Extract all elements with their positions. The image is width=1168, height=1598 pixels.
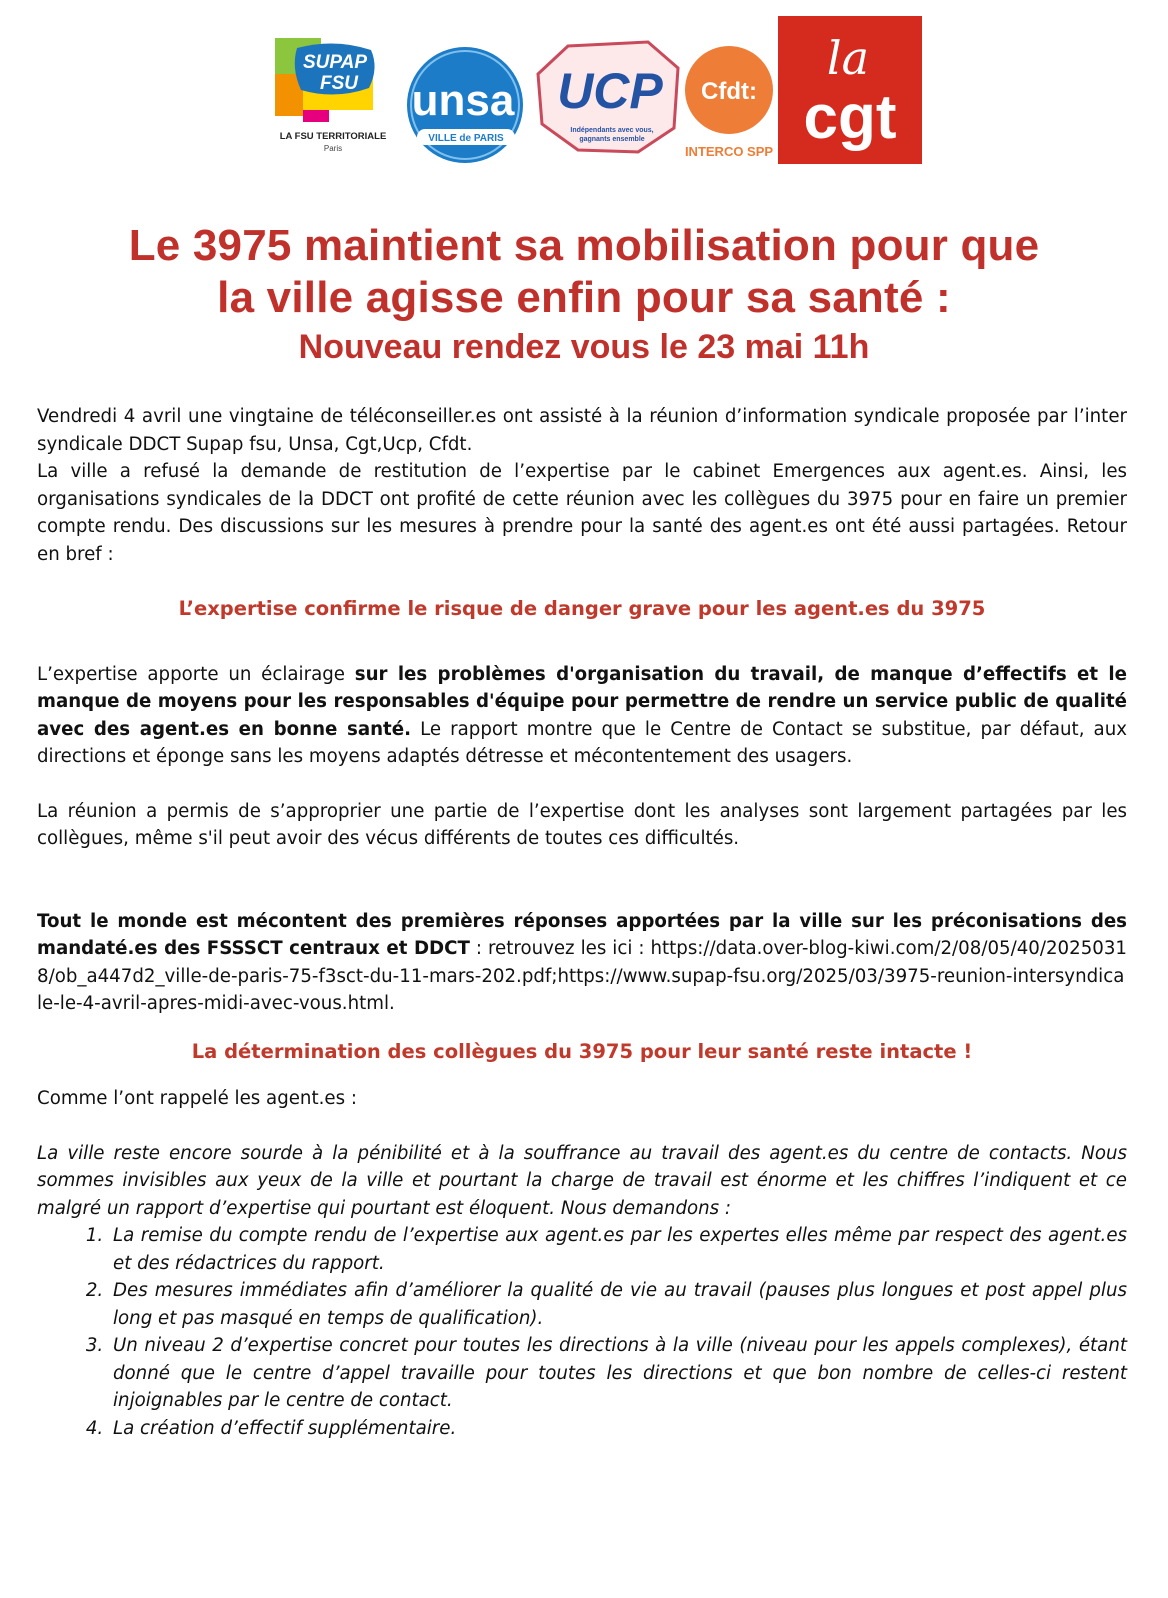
page-title [40, 220, 1128, 368]
ucp-logo [528, 38, 686, 158]
unsa-caption: VILLE de PARIS [428, 133, 504, 144]
spacer [37, 568, 1127, 595]
title-line-2: la ville agisse enfin pour sa santé : [217, 273, 951, 322]
supap-line1: SUPAP [302, 52, 368, 73]
intro-paragraph-2: La ville a refusé la demande de restitution de l’expertise par le cabinet Emergences aux agent.es. Ainsi, les organisations syndicales de la DDCT ont profité de cette réunion avec les collègues du 3975 pour en faire un premier compte rendu. Des discussions sur les mesures à prendre pour la santé des agent.es ont été aussi partagées. Retour en bref : [37, 461, 1127, 565]
spacer [37, 853, 1127, 908]
link-over-blog[interactable]: https://data.over-blog-kiwi.com/2/08/05/40/20250318/ob_a447d2_ville-de-paris-75-f3sct-du-11-mars-202.pdf; [37, 938, 1127, 987]
demand-item: 4. La création d’effectif supplémentaire. [109, 1415, 1127, 1443]
link-supap-fsu[interactable]: https://www.supap-fsu.org/2025/03/3975-reunion-intersyndicale-le-4-avril-apres-midi-avec-vous.html. [37, 965, 1125, 1014]
s1p1-start: L’expertise apporte un éclairage [37, 663, 355, 685]
s1p3-bold: Tout le monde est mécontent des premières réponses apportées par la ville sur les préconisations des mandaté.es des FSSSCT centraux et DDCT [37, 910, 1127, 959]
cfdt-caption: INTERCO SPP [684, 144, 774, 159]
spacer [37, 771, 1127, 798]
title-line-3: Nouveau rendez vous le 23 mai 11h [298, 328, 870, 366]
section-1-paragraph-1 [37, 661, 1127, 771]
section-2-heading: La détermination des collègues du 3975 pour leur santé reste intacte ! [191, 1039, 973, 1063]
section-2-quote: La ville reste encore sourde à la pénibilité et à la souffrance au travail des agent.es du centre de contacts. Nous sommes invisibles aux yeux de la ville et pourtant la charge de travail est énorme et les chiffres l’indiquent et ce malgré un rapport d’expertise qui pourtant est éloquent. Nous demandons : [37, 1142, 1127, 1219]
cfdt-logo [679, 46, 779, 164]
supap-line2: FSU [320, 73, 358, 94]
supap-fsu-logo [275, 38, 397, 162]
section-1-heading: L’expertise confirme le risque de danger grave pour les agent.es du 3975 [178, 597, 986, 620]
section-2-paragraph-1: Comme l’ont rappelé les agent.es : [37, 1088, 357, 1109]
cgt-logo [778, 16, 922, 164]
demand-item: 2. Des mesures immédiates afin d’améliorer la qualité de vie au travail (pauses plus longues et post appel plus long et pas masqué en temps de qualification). [109, 1277, 1127, 1332]
ucp-tagline-2: gagnants ensemble [579, 136, 645, 143]
union-logos-strip [0, 0, 1168, 180]
supap-caption: LA FSU TERRITORIALE [279, 131, 387, 142]
cfdt-text: Cfdt: [701, 78, 757, 105]
unsa-text: unsa [411, 76, 515, 125]
section-1-paragraph-3 [37, 908, 1127, 1018]
supap-subcaption: Paris [323, 144, 343, 153]
spacer [37, 1018, 1127, 1038]
title-line-1: Le 3975 maintient sa mobilisation pour que [128, 221, 1040, 270]
demands-list [37, 1222, 1127, 1442]
s1p1-bold: sur les problèmes d'organisation du travail, de manque d’effectifs et le manque de moyens pour les responsables d'équipe pour permettre de rendre un service public de qualité avec des agent.es en bonne santé. [37, 663, 1127, 740]
spacer [37, 1113, 1127, 1140]
s1p3-text: : retrouvez les ici : [469, 938, 651, 959]
unsa-logo [405, 45, 545, 165]
ucp-text: UCP [557, 63, 663, 119]
document-body [37, 403, 1127, 1442]
demand-item: 3. Un niveau 2 d’expertise concret pour toutes les directions à la ville (niveau pour les appels complexes), étant donné que le centre d’appel travaille pour toutes les directions et que bon nombre de celles-ci restent injoignables par le centre de contact. [109, 1332, 1127, 1415]
demand-item: 1. La remise du compte rendu de l’expertise aux agent.es par les expertes elles même par respect des agent.es et des rédactrices du rapport. [109, 1222, 1127, 1277]
intro-paragraph-1: Vendredi 4 avril une vingtaine de téléconseiller.es ont assisté à la réunion d’information syndicale proposée par l’inter syndicale DDCT Supap fsu, Unsa, Cgt,Ucp, Cfdt. [37, 406, 1127, 455]
ucp-tagline-1: Indépendants avec vous, [570, 127, 654, 134]
spacer [37, 1065, 1127, 1085]
cgt-line1: la [826, 31, 870, 85]
cgt-line2: cgt [803, 83, 897, 152]
spacer [37, 623, 1127, 661]
s1p1-end: Le rapport montre que le Centre de Contact se substitue, par défaut, aux directions et éponge sans les moyens adaptés détresse et mécontentement des usagers. [37, 718, 1127, 767]
section-1-paragraph-2: La réunion a permis de s’approprier une partie de l’expertise dont les analyses sont largement partagées par les collègues, même s'il peut avoir des vécus différents de toutes ces difficultés. [37, 800, 1127, 849]
